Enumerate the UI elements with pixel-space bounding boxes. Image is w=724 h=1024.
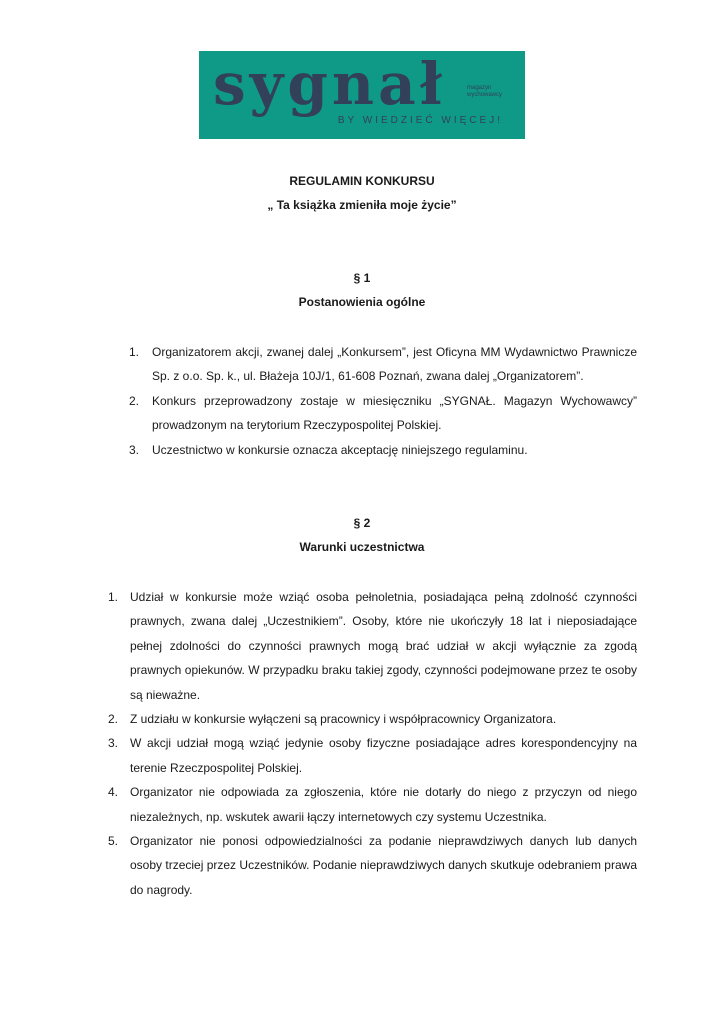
section-2-list (108, 585, 637, 902)
contest-name: „ Ta książka zmieniła moje życie” (267, 198, 457, 212)
section-2-heading: Warunki uczestnictwa (299, 540, 425, 554)
list-item (129, 438, 637, 462)
sygnal-logo (199, 51, 525, 139)
item-text: Organizatorem akcji, zwanej dalej „Konkursem”, jest Oficyna MM Wydawnictwo Prawnicze Sp. z o.o. Sp. k., ul. Błażeja 10J/1, 61-608 Poznań, zwana dalej „Organizatorem”. (152, 345, 637, 384)
logo-side-line1: magazyn (467, 85, 492, 91)
item-text: Konkurs przeprowadzony zostaje w miesięczniku „SYGNAŁ. Magazyn Wychowawcy” prowadzonym na terytorium Rzeczypospolitej Polskiej. (152, 393, 637, 433)
item-text: W akcji udział mogą wziąć jedynie osoby fizyczne posiadające adres korespondencyjny na terenie Rzeczpospolitej Polskiej. (130, 736, 637, 775)
logo-side-line2: wychowawcy (467, 92, 503, 98)
logo-wordmark: sygnał (213, 50, 446, 118)
item-text: Z udziału w konkursie wyłączeni są pracownicy i współpracownicy Organizatora. (130, 712, 557, 727)
item-text: Organizator nie odpowiada za zgłoszenia, które nie dotarły do niego z przyczyn od niego niezależnych, np. wskutek awarii łączy internetowych czy systemu Uczestnika. (130, 785, 637, 824)
item-number: 5. (108, 834, 119, 849)
list-item (108, 829, 637, 902)
list-item (108, 585, 637, 707)
list-item (108, 780, 637, 829)
logo-tagline: BY WIEDZIEĆ WIĘCEJ! (337, 115, 503, 126)
item-number: 4. (108, 785, 119, 800)
item-number: 2. (129, 393, 140, 408)
list-item (108, 731, 637, 780)
section-1-heading: Postanowienia ogólne (298, 295, 426, 309)
item-number: 1. (129, 345, 140, 359)
item-number: 1. (108, 590, 119, 604)
logo-side-text (467, 85, 519, 99)
section-1-list (129, 340, 637, 462)
item-text: Uczestnictwo w konkursie oznacza akceptację niniejszego regulaminu. (152, 442, 528, 457)
list-item (129, 340, 637, 389)
item-text: Organizator nie ponosi odpowiedzialności za podanie nieprawdziwych danych lub danych osoby trzeciej przez Uczestników. Podanie nieprawdziwych danych skutkuje odebraniem prawa do nagrody. (130, 834, 637, 897)
list-item (129, 389, 637, 438)
section-2-mark: § 2 (353, 516, 371, 530)
section-1-mark: § 1 (353, 271, 371, 285)
item-text: Udział w konkursie może wziąć osoba pełnoletnia, posiadająca pełną zdolność czynności prawnych, zwana dalej „Uczestnikiem”. Osoby, które nie ukończyły 18 lat i nieposiadające pełnej zdolności do czynności prawnych mogą brać udział w akcji wyłącznie za zgodą prawnych opiekunów. W przypadku braku takiej zgody, czynności podejmowane przez te osoby są nieważne. (130, 590, 637, 702)
list-item (108, 707, 637, 731)
item-number: 3. (108, 736, 119, 751)
document-title: REGULAMIN KONKURSU (289, 174, 435, 188)
item-number: 3. (129, 442, 140, 457)
item-number: 2. (108, 712, 119, 727)
